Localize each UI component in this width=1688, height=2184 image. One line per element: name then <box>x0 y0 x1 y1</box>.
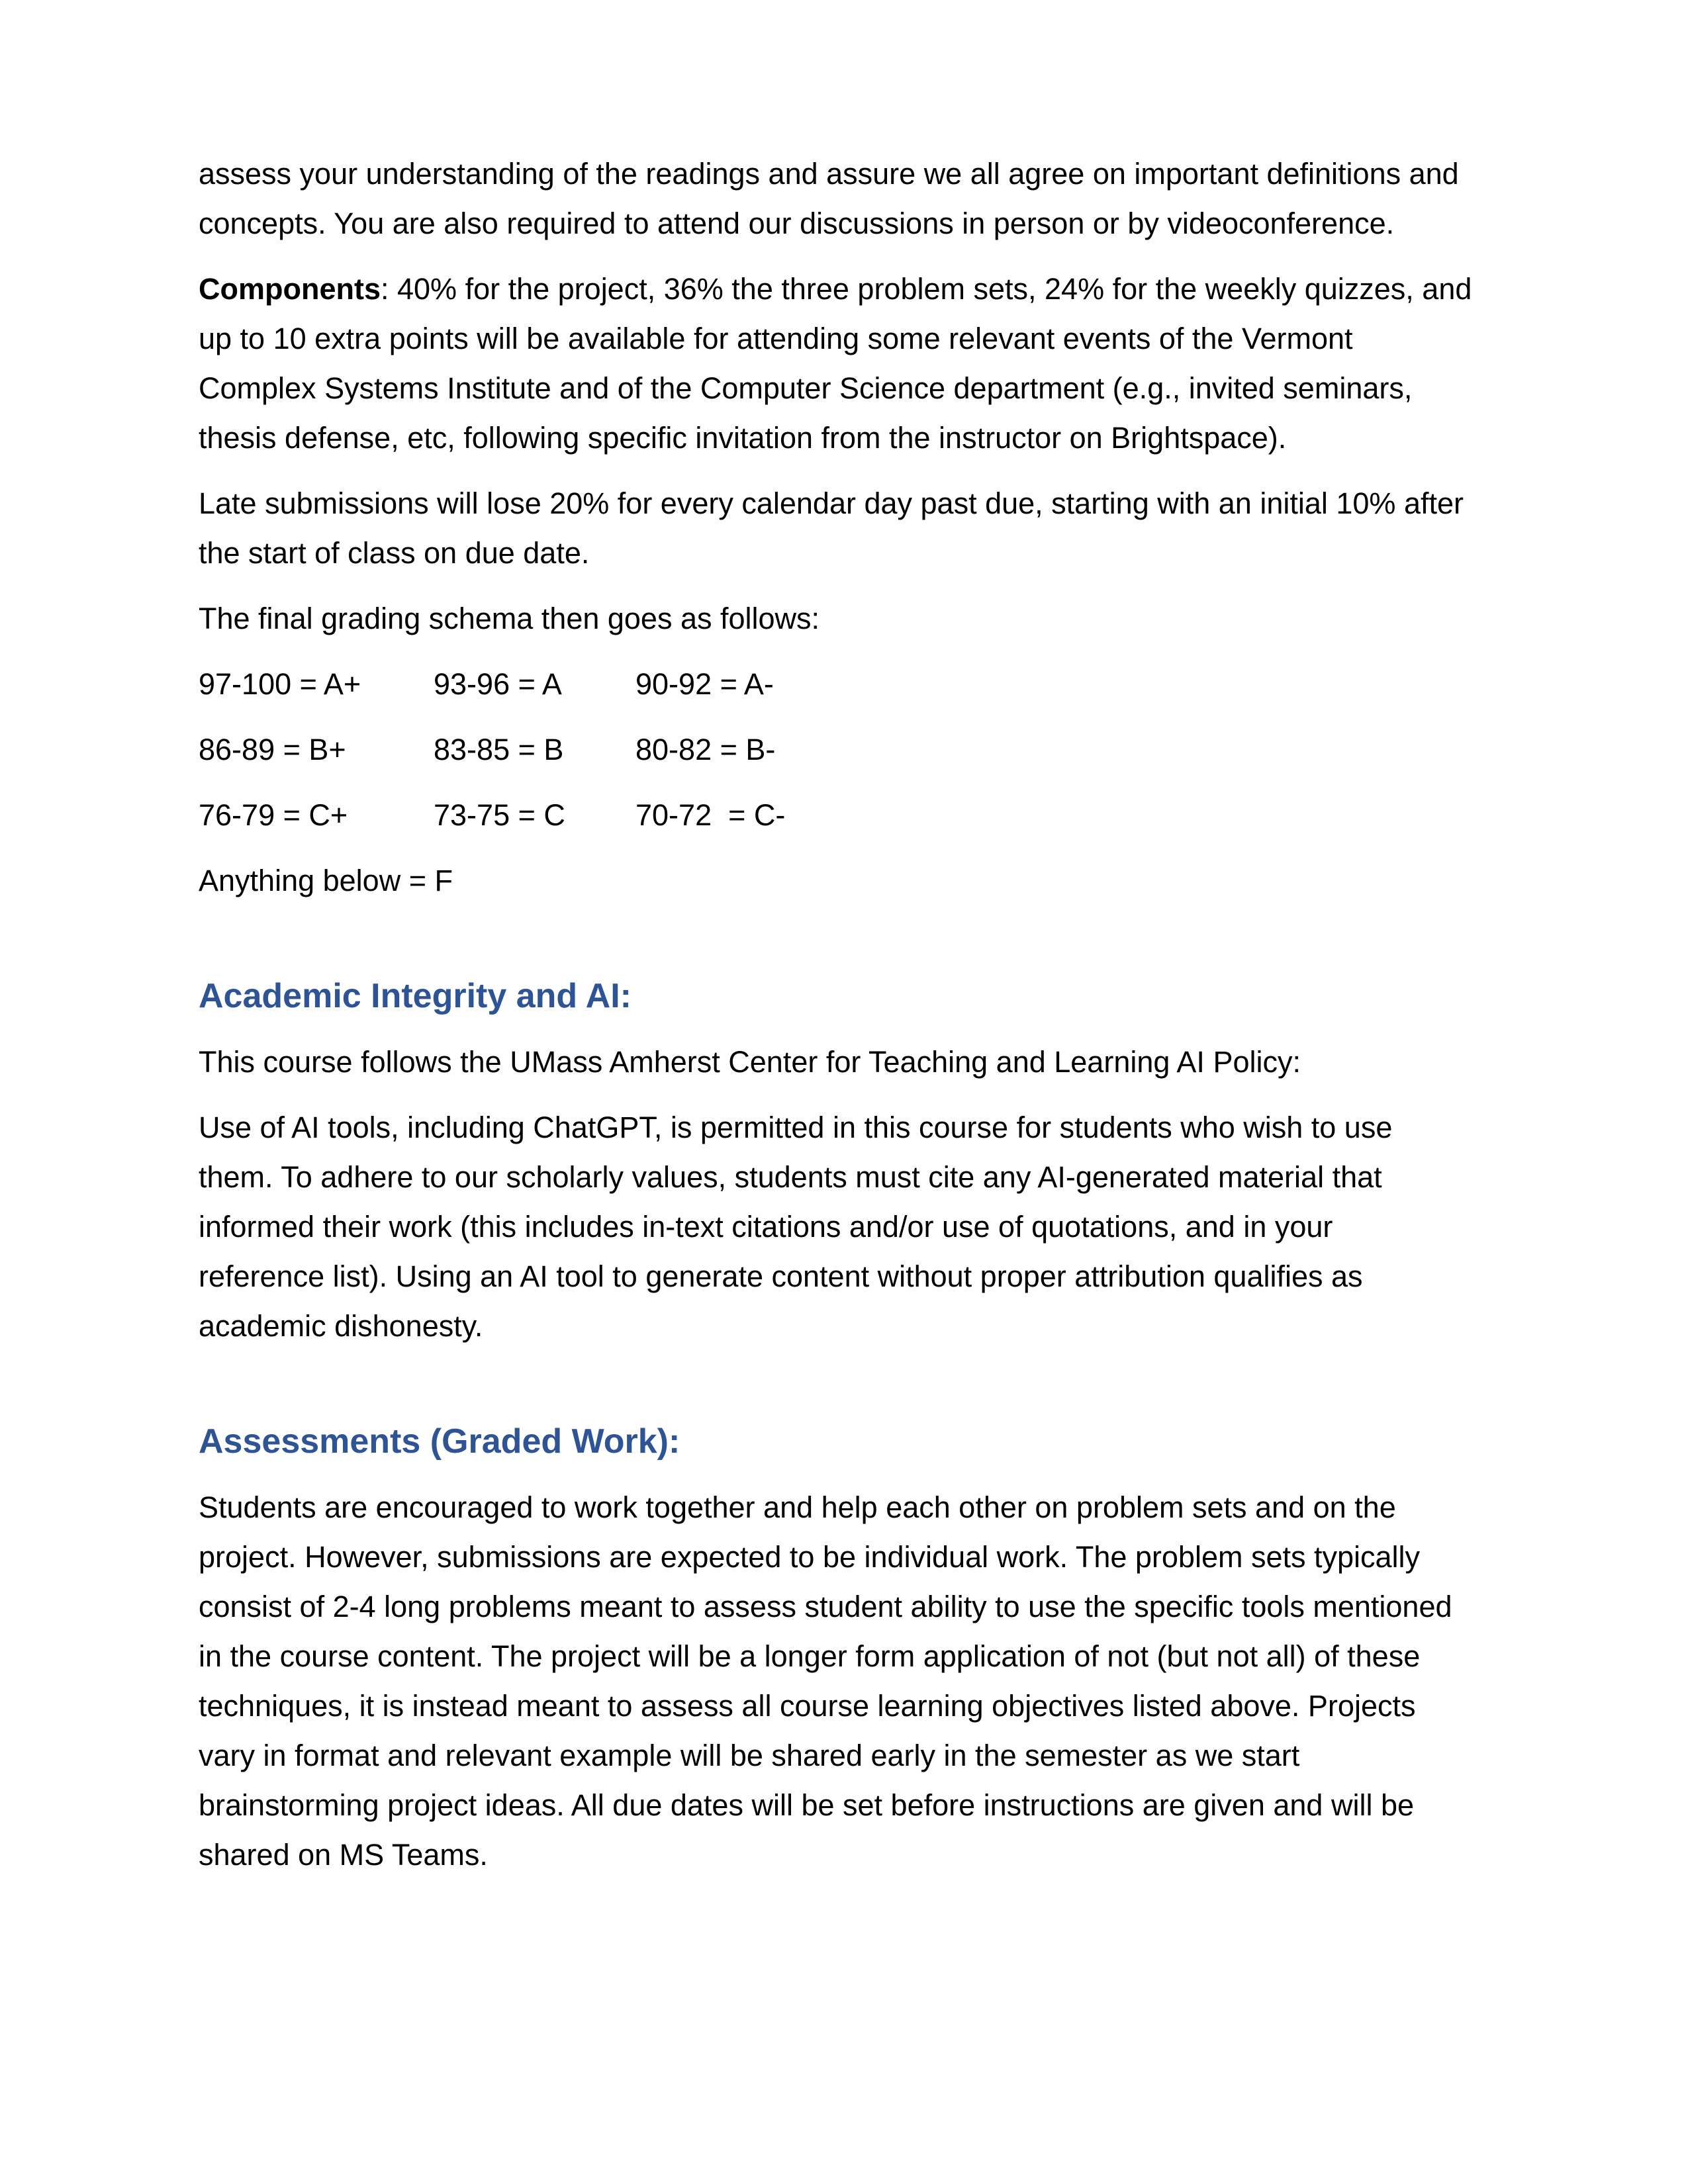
grade-cell: 73-75 = C <box>434 798 565 832</box>
ai-policy-intro: This course follows the UMass Amherst Center for Teaching and Learning AI Policy: <box>199 1045 1301 1079</box>
components-line: thesis defense, etc, following specific invitation from the instructor on Brightspace). <box>199 421 1287 455</box>
ai-policy-line: Use of AI tools, including ChatGPT, is permitted in this course for students who wish to use <box>199 1111 1393 1144</box>
assessments-line: shared on MS Teams. <box>199 1838 488 1872</box>
ai-policy-paragraph <box>199 1103 1496 1351</box>
grade-cell: 80-82 = B- <box>635 733 776 766</box>
components-label: Components <box>199 272 381 306</box>
assessments-line: Students are encouraged to work together and help each other on problem sets and on the <box>199 1490 1396 1524</box>
late-policy-paragraph <box>199 478 1496 578</box>
assessments-line: consist of 2-4 long problems meant to assess student ability to use the specific tools mentioned <box>199 1590 1452 1623</box>
grade-cell: 93-96 = A <box>434 667 562 701</box>
assessments-line: brainstorming project ideas. All due dates will be set before instructions are given and will be <box>199 1788 1414 1822</box>
grade-cell: 70-72 = C- <box>635 798 786 832</box>
grade-cell: 97-100 = A+ <box>199 667 361 701</box>
grade-cell: 76-79 = C+ <box>199 798 348 832</box>
assessments-heading: Assessments (Graded Work): <box>199 1422 680 1461</box>
intro-line: assess your understanding of the readings and assure we all agree on important definitions and <box>199 157 1459 191</box>
components-line: up to 10 extra points will be available for attending some relevant events of the Vermont <box>199 322 1353 355</box>
grade-row-b <box>199 725 1496 774</box>
grading-intro: The final grading schema then goes as follows: <box>199 602 820 635</box>
ai-policy-line: them. To adhere to our scholarly values, students must cite any AI-generated material that <box>199 1160 1382 1194</box>
components-line: Complex Systems Institute and of the Computer Science department (e.g., invited seminars, <box>199 371 1413 405</box>
intro-line: concepts. You are also required to attend our discussions in person or by videoconference. <box>199 206 1395 240</box>
components-first-line <box>199 264 1496 314</box>
late-policy-line: Late submissions will lose 20% for every calendar day past due, starting with an initial 10% after <box>199 486 1464 520</box>
ai-policy-line: academic dishonesty. <box>199 1309 483 1343</box>
grade-row-c <box>199 790 1496 840</box>
intro-paragraph <box>199 149 1496 248</box>
assessments-line: techniques, it is instead meant to assess all course learning objectives listed above. Projects <box>199 1689 1416 1723</box>
assessments-paragraph <box>199 1482 1496 1880</box>
grade-row-a <box>199 659 1496 709</box>
grade-cell: 90-92 = A- <box>635 667 774 701</box>
late-policy-line: the start of class on due date. <box>199 536 590 570</box>
grading-below: Anything below = F <box>199 864 453 897</box>
document-page <box>199 149 1496 1895</box>
ai-section-heading: Academic Integrity and AI: <box>199 977 632 1015</box>
grade-cell: 83-85 = B <box>434 733 564 766</box>
components-first-line-text: : 40% for the project, 36% the three problem sets, 24% for the weekly quizzes, and <box>381 272 1472 306</box>
grade-cell: 86-89 = B+ <box>199 733 346 766</box>
assessments-line: project. However, submissions are expected to be individual work. The problem sets typically <box>199 1540 1421 1574</box>
components-paragraph <box>199 264 1496 463</box>
assessments-line: vary in format and relevant example will be shared early in the semester as we start <box>199 1739 1300 1772</box>
ai-policy-line: reference list). Using an AI tool to generate content without proper attribution qualifies as <box>199 1259 1363 1293</box>
ai-policy-line: informed their work (this includes in-text citations and/or use of quotations, and in your <box>199 1210 1333 1244</box>
assessments-line: in the course content. The project will be a longer form application of not (but not all) of these <box>199 1639 1421 1673</box>
